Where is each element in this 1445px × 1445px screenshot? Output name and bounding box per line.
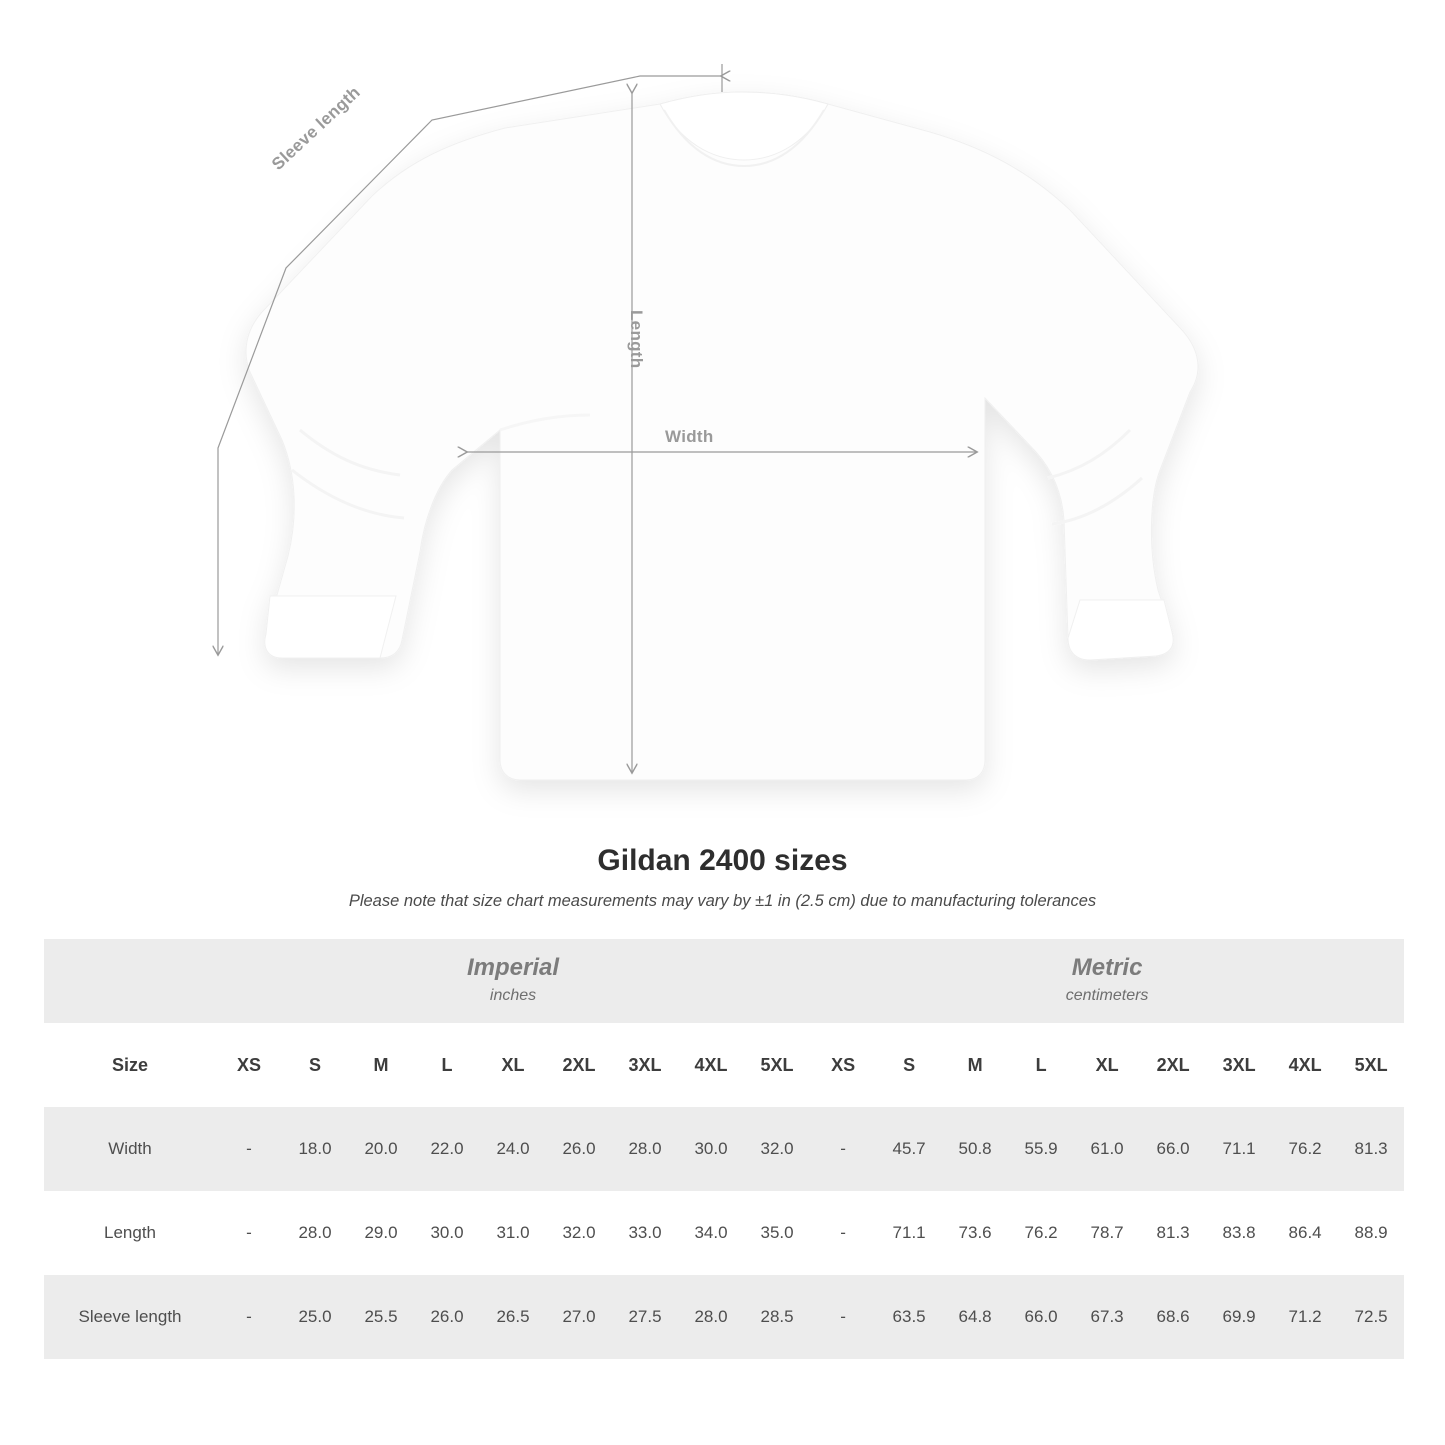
cell-sleeve: 28.0 [678,1275,744,1359]
size-col-header: L [1008,1023,1074,1107]
cell-sleeve: 66.0 [1008,1275,1074,1359]
cell-length: 88.9 [1338,1191,1404,1275]
cell-length: 78.7 [1074,1191,1140,1275]
table-row [44,1107,1404,1191]
unit-header-blank [44,939,216,1023]
cell-width: 81.3 [1338,1107,1404,1191]
cell-sleeve: 26.5 [480,1275,546,1359]
cell-width: 50.8 [942,1107,1008,1191]
cell-width: 71.1 [1206,1107,1272,1191]
cell-length: 30.0 [414,1191,480,1275]
shirt-body-shape [246,92,1198,780]
cell-sleeve: 69.9 [1206,1275,1272,1359]
cell-sleeve: 27.5 [612,1275,678,1359]
unit-metric-sub: centimeters [1065,987,1149,1005]
size-col-header: XS [216,1023,282,1107]
size-col-header: 5XL [744,1023,810,1107]
cell-sleeve: 71.2 [1272,1275,1338,1359]
cell-width: - [810,1107,876,1191]
cell-sleeve: 63.5 [876,1275,942,1359]
size-col-header: 4XL [678,1023,744,1107]
cell-sleeve: 64.8 [942,1275,1008,1359]
tolerance-note: Please note that size chart measurements may vary by ±1 in (2.5 cm) due to manufacturing tolerances [348,892,1097,910]
cell-length: - [810,1191,876,1275]
cell-width: 61.0 [1074,1107,1140,1191]
size-col-header: 2XL [546,1023,612,1107]
cell-length: 83.8 [1206,1191,1272,1275]
size-col-header: L [414,1023,480,1107]
cell-width: 76.2 [1272,1107,1338,1191]
cell-width: 22.0 [414,1107,480,1191]
table-row [44,1191,1404,1275]
unit-header-row [44,939,1404,1023]
size-header-row [44,1023,1404,1107]
size-col-header: 3XL [1206,1023,1272,1107]
cell-width: - [216,1107,282,1191]
cell-length: 31.0 [480,1191,546,1275]
row-label-width: Width [44,1107,216,1191]
row-label-sleeve-length: Sleeve length [44,1275,216,1359]
cell-length: 71.1 [876,1191,942,1275]
cell-width: 28.0 [612,1107,678,1191]
cell-sleeve: 26.0 [414,1275,480,1359]
size-col-header: XL [480,1023,546,1107]
cell-width: 24.0 [480,1107,546,1191]
cell-length: 32.0 [546,1191,612,1275]
cell-sleeve: 28.5 [744,1275,810,1359]
size-col-header: 4XL [1272,1023,1338,1107]
cell-length: 76.2 [1008,1191,1074,1275]
size-chart-container [44,939,1401,1359]
cell-sleeve: - [810,1275,876,1359]
row-label-length: Length [44,1191,216,1275]
cell-length: 34.0 [678,1191,744,1275]
page-title: Gildan 2400 sizes [597,844,848,877]
cell-width: 32.0 [744,1107,810,1191]
unit-header-metric [810,939,1404,1023]
cell-width: 45.7 [876,1107,942,1191]
unit-imperial-name: Imperial [467,954,560,982]
cell-sleeve: 25.0 [282,1275,348,1359]
cell-sleeve: 27.0 [546,1275,612,1359]
table-row [44,1275,1404,1359]
cell-length: 86.4 [1272,1191,1338,1275]
cell-length: 28.0 [282,1191,348,1275]
cell-sleeve: 72.5 [1338,1275,1404,1359]
size-col-header: M [942,1023,1008,1107]
unit-metric-name: Metric [1071,954,1143,982]
size-col-header: S [876,1023,942,1107]
cell-sleeve: - [216,1275,282,1359]
size-col-header: 3XL [612,1023,678,1107]
header-size-label: Size [44,1023,216,1107]
cell-length: 29.0 [348,1191,414,1275]
cell-width: 20.0 [348,1107,414,1191]
sleeve-length-label: Sleeve length [268,82,364,174]
cell-width: 55.9 [1008,1107,1074,1191]
size-col-header: 2XL [1140,1023,1206,1107]
size-col-header: 5XL [1338,1023,1404,1107]
cell-width: 18.0 [282,1107,348,1191]
size-chart-table [44,939,1404,1359]
cell-width: 26.0 [546,1107,612,1191]
cell-length: 33.0 [612,1191,678,1275]
size-col-header: M [348,1023,414,1107]
cell-sleeve: 25.5 [348,1275,414,1359]
width-label: Width [665,427,714,446]
cell-length: 35.0 [744,1191,810,1275]
cell-width: 66.0 [1140,1107,1206,1191]
unit-header-imperial [216,939,810,1023]
title-block [0,844,1445,911]
cell-length: 81.3 [1140,1191,1206,1275]
cell-width: 30.0 [678,1107,744,1191]
cell-sleeve: 68.6 [1140,1275,1206,1359]
size-col-header: XS [810,1023,876,1107]
cell-length: - [216,1191,282,1275]
cell-sleeve: 67.3 [1074,1275,1140,1359]
unit-imperial-sub: inches [489,987,537,1005]
length-label: Length [627,310,646,369]
cell-length: 73.6 [942,1191,1008,1275]
size-col-header: XL [1074,1023,1140,1107]
size-col-header: S [282,1023,348,1107]
